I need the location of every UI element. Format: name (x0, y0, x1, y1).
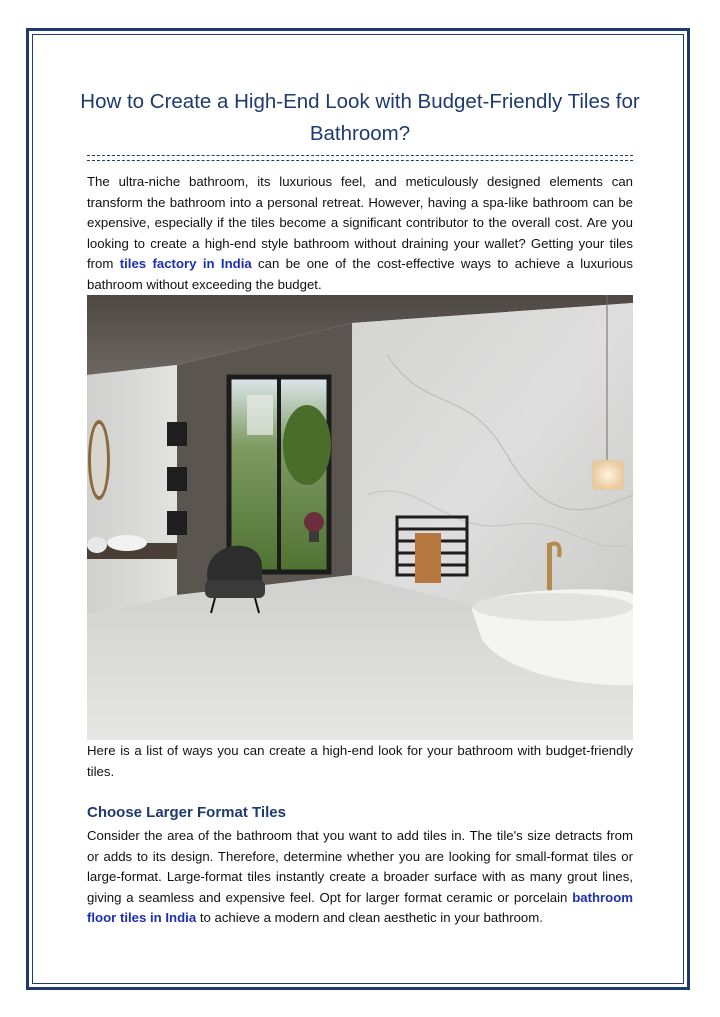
section-paragraph (87, 826, 633, 929)
section-text-2: to achieve a modern and clean aesthetic in your bathroom. (196, 910, 543, 926)
title-separator (87, 155, 633, 161)
section-text-1: Consider the area of the bathroom that you want to add tiles in. The tile's size detracts from or adds to its design. Therefore, determine whether you are looking for small-format tiles or large-format. Large-format tiles instantly create a broader surface with as many grout lines, giving a seamless and expensive feel. Opt for larger format ceramic or porcelain (87, 828, 633, 905)
list-intro-paragraph: Here is a list of ways you can create a high-end look for your bathroom with budget-friendly tiles. (87, 743, 633, 779)
article-title: How to Create a High-End Look with Budget-Friendly Tiles for Bathroom? (80, 90, 640, 145)
tiles-factory-link[interactable]: tiles factory in India (119, 256, 252, 272)
bathroom-floor-tiles-link[interactable]: bathroom floor tiles in India (87, 889, 633, 926)
intro-text-2: can be one of the cost-effective ways to achieve a luxurious bathroom without exceeding the budget. (87, 256, 633, 292)
bathroom-illustration (87, 295, 633, 740)
intro-text-1: The ultra-niche bathroom, its luxurious feel, and meticulously designed elements can transform the bathroom into a personal retreat. However, having a spa-like bathroom can be expensive, especially if the tiles become a significant contributor to the overall cost. Are you looking to create a high-end style bathroom without draining your wallet? Getting your tiles from (87, 174, 633, 272)
bathroom-photo (87, 295, 633, 740)
section-heading: Choose Larger Format Tiles (87, 804, 286, 821)
intro-paragraph (87, 172, 633, 296)
